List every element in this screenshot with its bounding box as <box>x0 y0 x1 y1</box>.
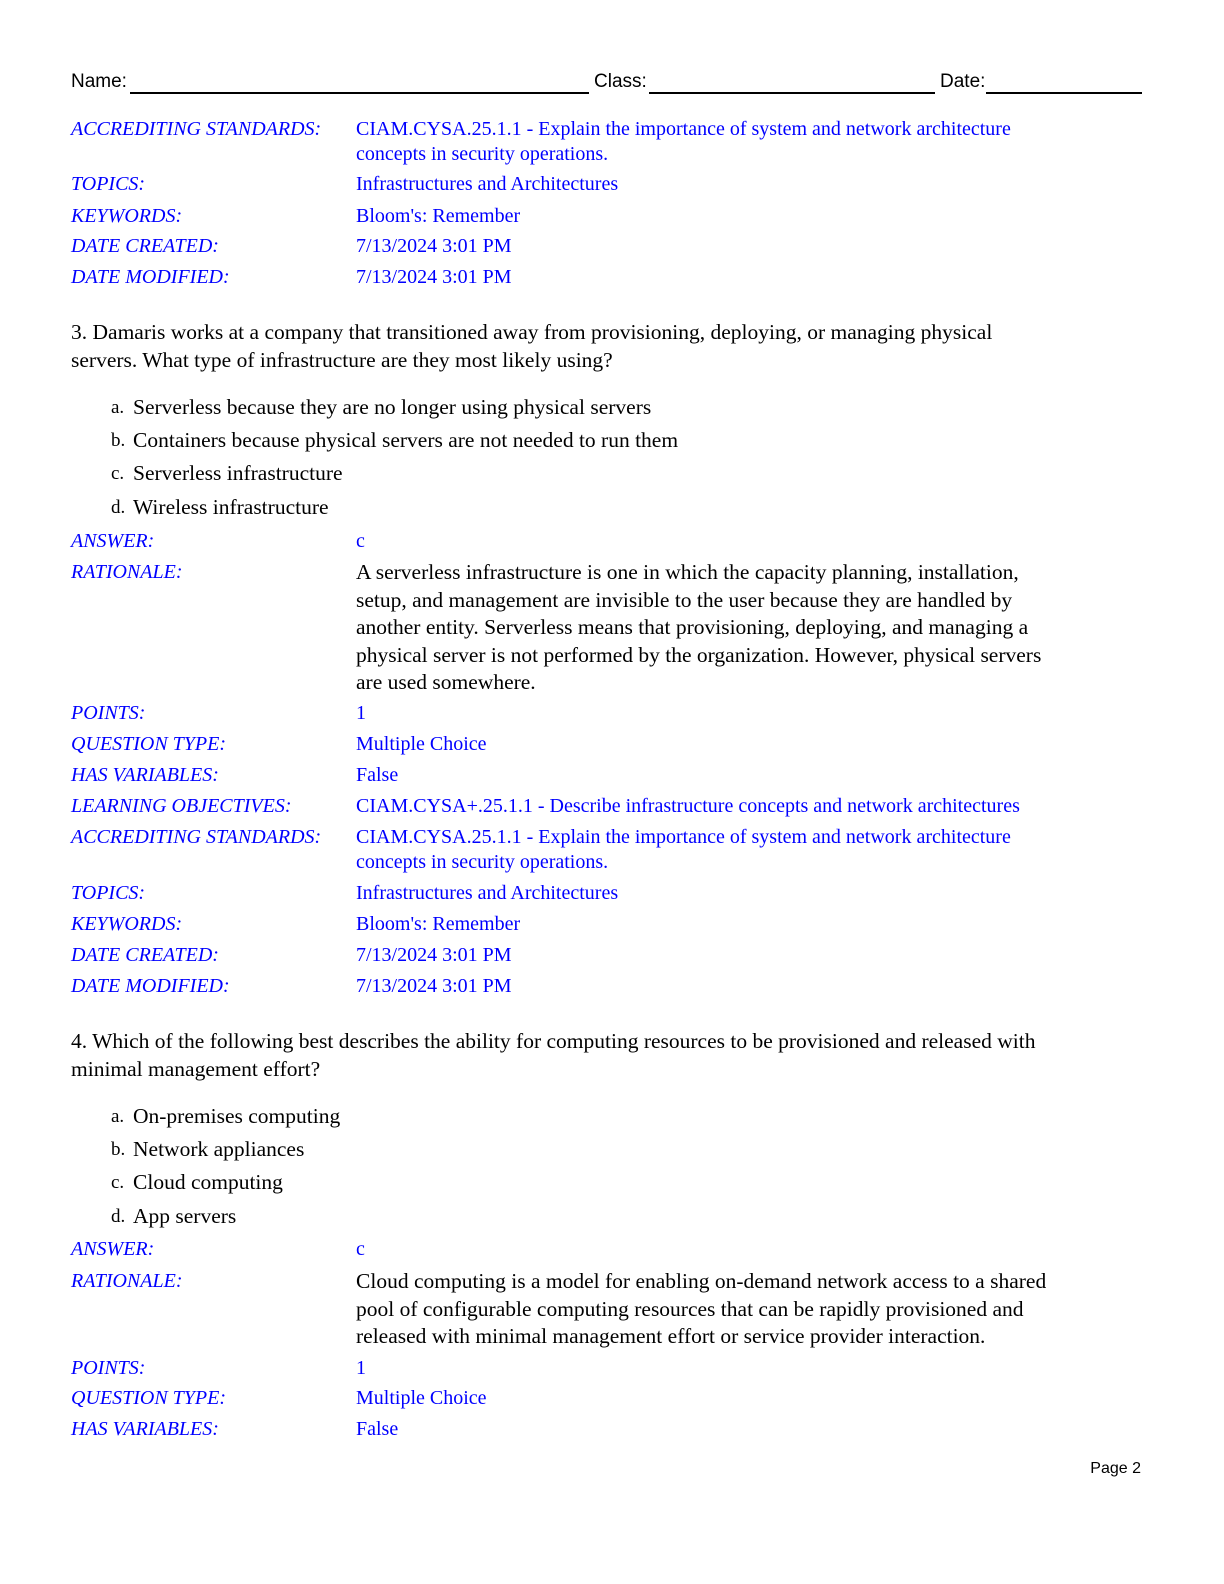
option-letter: c. <box>111 1172 125 1193</box>
keywords-value: Bloom's: Remember <box>356 913 521 935</box>
option-text: On-premises computing <box>133 1104 341 1128</box>
keywords-label: KEYWORDS: <box>71 913 183 935</box>
question-text: 4. Which of the following best describes the ability for computing resources to be provisioned and released with <box>71 1029 1036 1053</box>
option-letter: a. <box>111 1106 125 1127</box>
page-number: Page 2 <box>1090 1460 1141 1477</box>
rationale-label: RATIONALE: <box>71 1270 183 1292</box>
accrediting-standards-value: concepts in security operations. <box>356 851 609 873</box>
date-modified-value: 7/13/2024 3:01 PM <box>356 975 512 997</box>
points-value: 1 <box>356 1357 366 1379</box>
class-field-line[interactable] <box>649 92 935 94</box>
learning-objectives-value: CIAM.CYSA+.25.1.1 - Describe infrastructure concepts and network architectures <box>356 795 1020 817</box>
topics-label: TOPICS: <box>71 173 146 195</box>
learning-objectives-label: LEARNING OBJECTIVES: <box>71 795 292 817</box>
answer-label: ANSWER: <box>71 530 155 552</box>
question-text: minimal management effort? <box>71 1056 321 1081</box>
date-created-value: 7/13/2024 3:01 PM <box>356 235 512 257</box>
rationale-text: A serverless infrastructure is one in which the capacity planning, installation, <box>356 560 1019 584</box>
topics-value: Infrastructures and Architectures <box>356 882 619 904</box>
name-label: Name: <box>71 71 127 92</box>
option-text: Wireless infrastructure <box>133 495 329 519</box>
rationale-text: another entity. Serverless means that provisioning, deploying, and managing a <box>356 615 1029 639</box>
option-letter: d. <box>111 1206 126 1227</box>
option-text: Network appliances <box>133 1137 305 1161</box>
date-modified-label: DATE MODIFIED: <box>71 266 230 288</box>
rationale-text: are used somewhere. <box>356 670 536 694</box>
accrediting-standards-value: concepts in security operations. <box>356 143 609 165</box>
question-type-value: Multiple Choice <box>356 1387 487 1409</box>
option-text: App servers <box>133 1204 237 1228</box>
points-label: POINTS: <box>71 1357 146 1379</box>
has-variables-label: HAS VARIABLES: <box>71 1418 219 1440</box>
rationale-label: RATIONALE: <box>71 561 183 583</box>
option-letter: b. <box>111 1139 126 1160</box>
has-variables-label: HAS VARIABLES: <box>71 764 219 786</box>
rationale-text: released with minimal management effort or service provider interaction. <box>356 1324 986 1348</box>
option-text: Serverless infrastructure <box>133 461 343 485</box>
has-variables-value: False <box>356 764 399 786</box>
date-created-value: 7/13/2024 3:01 PM <box>356 944 512 966</box>
keywords-label: KEYWORDS: <box>71 205 183 227</box>
name-field-line[interactable] <box>130 92 589 94</box>
answer-value: c <box>356 1238 365 1260</box>
question-type-value: Multiple Choice <box>356 733 487 755</box>
option-letter: b. <box>111 430 126 451</box>
answer-value: c <box>356 530 365 552</box>
question-type-label: QUESTION TYPE: <box>71 1387 227 1409</box>
accrediting-standards-value: CIAM.CYSA.25.1.1 - Explain the importance of system and network architecture <box>356 118 1011 140</box>
points-value: 1 <box>356 702 366 724</box>
option-text: Cloud computing <box>133 1170 283 1194</box>
date-field-line[interactable] <box>986 92 1142 94</box>
answer-label: ANSWER: <box>71 1238 155 1260</box>
rationale-text: pool of configurable computing resources that can be rapidly provisioned and <box>356 1296 1024 1321</box>
points-label: POINTS: <box>71 702 146 724</box>
question-text: servers. What type of infrastructure are they most likely using? <box>71 347 613 372</box>
question-text: 3. Damaris works at a company that transitioned away from provisioning, deploying, or managing physical <box>71 320 993 344</box>
option-letter: c. <box>111 463 125 484</box>
option-text: Serverless because they are no longer using physical servers <box>133 395 652 419</box>
rationale-text: physical server is not performed by the organization. However, physical servers <box>356 642 1042 667</box>
question-type-label: QUESTION TYPE: <box>71 733 227 755</box>
date-created-label: DATE CREATED: <box>71 235 219 257</box>
option-text: Containers because physical servers are not needed to run them <box>133 428 679 452</box>
has-variables-value: False <box>356 1418 399 1440</box>
topics-value: Infrastructures and Architectures <box>356 173 619 195</box>
date-label: Date: <box>940 71 986 92</box>
option-letter: d. <box>111 497 126 518</box>
accrediting-standards-label: ACCREDITING STANDARDS: <box>71 826 322 848</box>
rationale-text: setup, and management are invisible to the user because they are handled by <box>356 587 1013 612</box>
rationale-text: Cloud computing is a model for enabling on-demand network access to a shared <box>356 1269 1047 1293</box>
class-label: Class: <box>594 71 647 92</box>
date-modified-label: DATE MODIFIED: <box>71 975 230 997</box>
topics-label: TOPICS: <box>71 882 146 904</box>
accrediting-standards-value: CIAM.CYSA.25.1.1 - Explain the importance of system and network architecture <box>356 826 1011 848</box>
option-letter: a. <box>111 397 125 418</box>
date-modified-value: 7/13/2024 3:01 PM <box>356 266 512 288</box>
date-created-label: DATE CREATED: <box>71 944 219 966</box>
keywords-value: Bloom's: Remember <box>356 205 521 227</box>
accrediting-standards-label: ACCREDITING STANDARDS: <box>71 118 322 140</box>
